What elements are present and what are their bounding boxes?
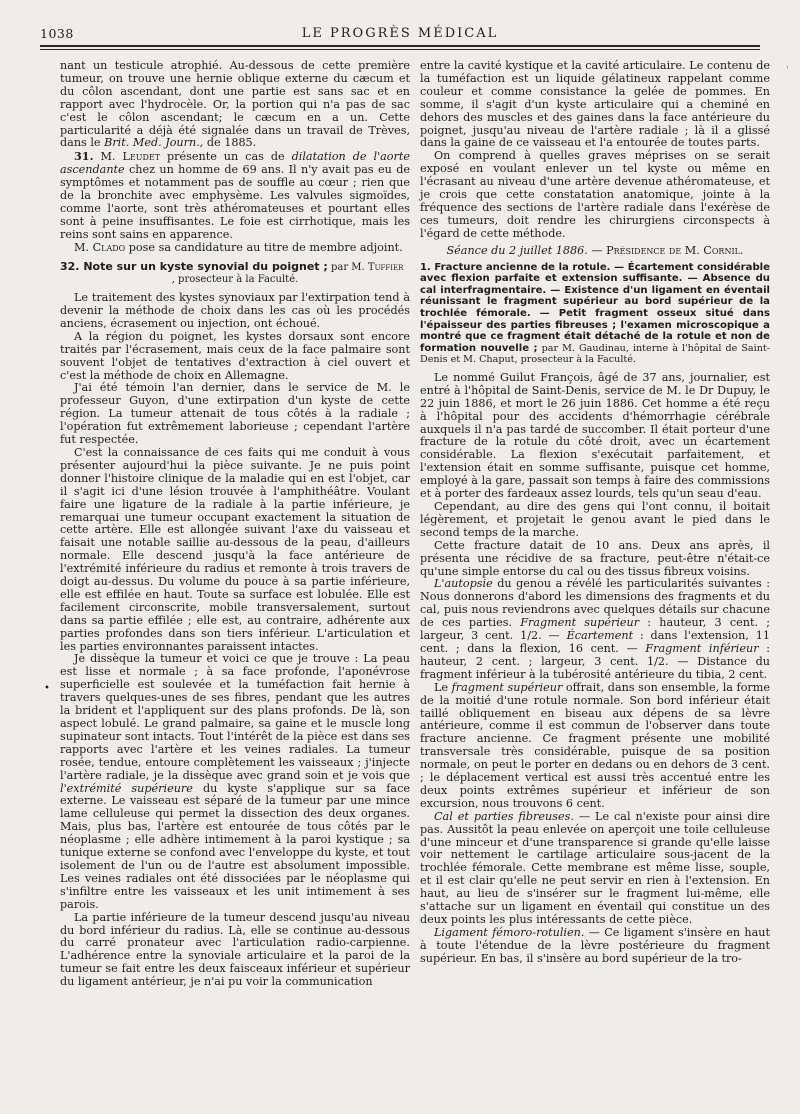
section-31: 31. M. Leudet présente un cas de dilatation de l'aorte ascendante chez un homme de 69 ans. Il n'y avait pas eu de symptômes et notamment pas de souffle au cœur ; rien que de la bronchite avec emphysème. Les valvules sigmoïdes, comme l'aorte, sont très athéromateuses et pourtant elles sont à peine insuffisantes. Le foie est cirrhotique, mais les reins sont sains en apparence. [60,149,411,241]
paragraph: entre la cavité kystique et la cavité articulaire. Le contenu de la tuméfaction est un liquide gélatineux rappelant comme couleur et comme consistance la gelée de pommes. En somme, il s'agit d'un kyste articulaire qui a cheminé en dehors des muscles et des gaines dans la face antérieure du poignet, jusqu'au niveau de l'artère radiale ; là il a glissé dans la gaine de ce vaisseau et l'a entourée de toutes parts. [420,59,770,150]
session-heading: Séance du 2 juillet 1886. — Présidence de M. Cornil. [446,243,744,257]
paragraph: Ligament fémoro-rotulien. — Ce ligament s'insère en haut à toute l'étendue de la lèvre postérieure du fragment supérieur. En bas, il s'insère au bord supérieur de la tro- [420,925,770,965]
section-32-byline: , prosecteur à la Faculté. [171,274,299,286]
paragraph: On comprend à quelles graves méprises on se serait exposé en voulant enlever un tel kyste ou même en l'écrasant au niveau d'une artère devenue athéromateuse, et je crois que cette constatation anatomique, jointe à la fréquence des sections de l'artère radiale dans l'exérèse de ces tumeurs, doit rendre les chirurgiens circonspects à l'égard de cette méthode. [420,149,770,240]
journal-title: LE PROGRÈS MÉDICAL [301,26,499,41]
paragraph: La partie inférieure de la tumeur descend jusqu'au niveau du bord inférieur du radius. Là, elle se continue au-dessous du carré pronateur avec l'articulation radio-carpienne. L'adhérence entre la synoviale articulaire et la paroi de la tumeur se fait entre les deux faisceaux inférieur et supérieur du ligament antérieur, je n'ai pu voir la communication [60,910,410,989]
header-rule [40,45,760,47]
page-header [40,24,760,54]
header-rule-thin [40,49,760,50]
margin-mark: • [44,683,50,694]
paragraph: Le nommé Guilut François, âgé de 37 ans, journalier, est entré à l'hôpital de Saint-Denis, service de M. le Dr Dupuy, le 22 juin 1886, et mort le 26 juin 1886. Cet homme a été reçu à l'hôpital pour des accidents d'hémorrhagie cérébrale auxquels il n'a pas tardé de succomber. Il était porteur d'une fracture de la rotule du côté droit, avec un écartement considérable. La flexion s'exécutait parfaitement, et l'extension était en somme suffisante, puisque cet homme, employé à la gare, passait son temps à faire des commissions et à porter des fardeaux assez lourds, tels qu'un seau d'eau. [420,370,770,501]
paragraph: C'est la connaissance de ces faits qui me conduit à vous présenter aujourd'hui la pièce suivante. Je ne puis point donner l'histoire clinique de la maladie qui en est l'objet, car il s'agit ici d'une lésion trouvée à l'amphithéâtre. Voulant faire une ligature de la radiale à la partie inférieure, je remarquai une tumeur occupant exactement la situation de cette artère. Elle est allongée suivant l'axe du vaisseau et faisait une notable saillie au-dessous de la peau, d'ailleurs normale. Elle descend jusqu'à la face antérieure de l'extrémité inférieure du radius et remonte à trois travers de doigt au-dessus. Du volume du pouce à sa partie inférieure, elle est effilée en haut. Toute sa surface est lobulée. Elle est facilement circonscrite, mobile transversalement, surtout dans sa partie effilée ; elle est, au contraire, adhérente aux parties profondes dans son tiers inférieur. L'articulation et les parties environnantes paraissent intactes. [60,445,410,653]
paragraph: Je dissèque la tumeur et voici ce que je trouve : La peau est lisse et normale ; à sa face profonde, l'aponévrose superficielle est soulevée et la tuméfaction fait hernie à travers quelques-unes de ses fibres, pendant que les autres la brident et l'appliquent sur des plans profonds. De là, son aspect lobulé. Le grand palmaire, sa gaine et le muscle long supinateur sont intacts. Tout l'intérêt de la pièce est dans ses rapports avec l'artère et les veines radiales. La tumeur rosée, tendue, entoure complètement les vaisseaux ; j'injecte l'artère radiale, je la dissèque avec grand soin et je vois que l'extrémité supérieure du kyste s'applique sur sa face externe. Le vaisseau est séparé de la tumeur par une mince lame celluleuse qui permet la dissection des deux organes. Mais, plus bas, l'artère est entourée de tous côtés par le néoplasme ; elle adhère intimement à la paroi kystique ; sa tunique externe se confond avec l'enveloppe du kyste, et tout isolement de l'un ou de l'autre est absolument impossible. Les veines radiales ont été dissociées par le néoplasme qui s'infiltre entre les vaisseaux et les unit intimement à ses parois. [60,652,410,911]
page-number: 1038 [40,26,74,41]
paragraph: nant un testicule atrophié. Au-dessous de cette première tumeur, on trouve une hernie oblique externe du cæcum et du côlon ascendant, dont une partie est sans sac et en rapport avec l'hydrocèle. Or, la portion qui n'a pas de sac c'est le côlon ascendant; le cæcum en a un. Cette particularité a déjà été signalée dans un travail de Trèves, dans le Brit. Med. Journ., de 1885. [60,59,410,150]
margin-mark-right: ' [786,66,789,76]
paragraph: Cette fracture datait de 10 ans. Deux ans après, il présenta une récidive de sa fracture, peut-être n'était-ce qu'une simple entorse du cal ou des tissus fibreux voisins. [420,538,770,578]
paragraph: J'ai été témoin l'an dernier, dans le service de M. le professeur Guyon, d'une extirpation d'un kyste de cette région. La tumeur attenait de tous côtés à la radiale ; l'opération fut extrêmement laborieuse ; cependant l'artère fut respectée. [60,381,410,447]
right-column [420,60,770,966]
paragraph: Cependant, au dire des gens qui l'ont connu, il boitait légèrement, et projetait le genou avant le pied dans le second temps de la marche. [420,500,770,539]
paragraph: A la région du poignet, les kystes dorsaux sont encore traités par l'écrasement, mais ceux de la face palmaire sont souvent l'objet de tentatives d'extraction à ciel ouvert et c'est la méthode de choix en Allemagne. [60,329,410,382]
left-column [60,60,410,989]
case-abstract: 1. Fracture ancienne de la rotule. — Écartement considérable avec flexion parfaite et extension suffisante. — Absence du cal interfragmentaire. — Existence d'un ligament en éventail réunissant le fragment supérieur au bord supérieur de la trochlée fémorale. — Petit fragment osseux situé dans l'épaisseur des parties fibreuses ; l'examen microscopique a montré que ce fragment était détaché de la rotule et non de formation nouvelle ; par M. Gaudinau, interne à l'hôpital de Saint-Denis et M. Chaput, prosecteur à la Faculté. [420,261,770,366]
paragraph: L'autopsie du genou a révélé les particularités suivantes : Nous donnerons d'abord les dimensions des fragments et du cal, puis nous reviendrons avec quelques détails sur chacune de ces parties. Fragment supérieur : hauteur, 3 cent. ; largeur, 3 cent. 1/2. — Écartement : dans l'extension, 11 cent. ; dans la flexion, 16 cent. — Fragment inférieur : hauteur, 2 cent. ; largeur, 3 cent. 1/2. — Distance du fragment inférieur à la tubérosité antérieure du tibia, 2 cent. [420,577,771,681]
paragraph: Le traitement des kystes synoviaux par l'extirpation tend à devenir la méthode de choix dans les cas où les procédés anciens, écrasement ou injection, ont échoué. [60,291,410,330]
section-32-heading: 32. Note sur un kyste synovial du poignet ; par M. Tuffier [60,259,404,273]
paragraph: M. Clado pose sa candidature au titre de membre adjoint. [74,240,403,254]
paragraph: Cal et parties fibreuses. — Le cal n'existe pour ainsi dire pas. Aussitôt la peau enlevée on aperçoit une toile celluleuse d'une minceur et d'une transparence si grande qu'elle laisse voir nettement le cartilage articulaire sous-jacent de la trochlée fémorale. Cette membrane est même lisse, souple, et il est clair qu'elle ne peut servir en rien à l'extension. En haut, au lieu de s'insérer sur le fragment lui-même, elle s'attache sur un ligament en éventail qui constitue un des deux points les plus intéressants de cette pièce. [420,809,770,926]
paragraph: Le fragment supérieur offrait, dans son ensemble, la forme de la moitié d'une rotule normale. Son bord inférieur était taillé obliquement en biseau aux dépens de sa lèvre antérieure, comme il est commun de l'observer dans toute fracture ancienne. Ce fragment présente une mobilité transversale très considérable, puisque de sa position normale, on peut le porter en dedans ou en dehors de 3 cent. ; le déplacement vertical est aussi très accentué entre les deux points extrêmes supérieur et inférieur de son excursion, nous trouvons 6 cent. [420,680,771,810]
